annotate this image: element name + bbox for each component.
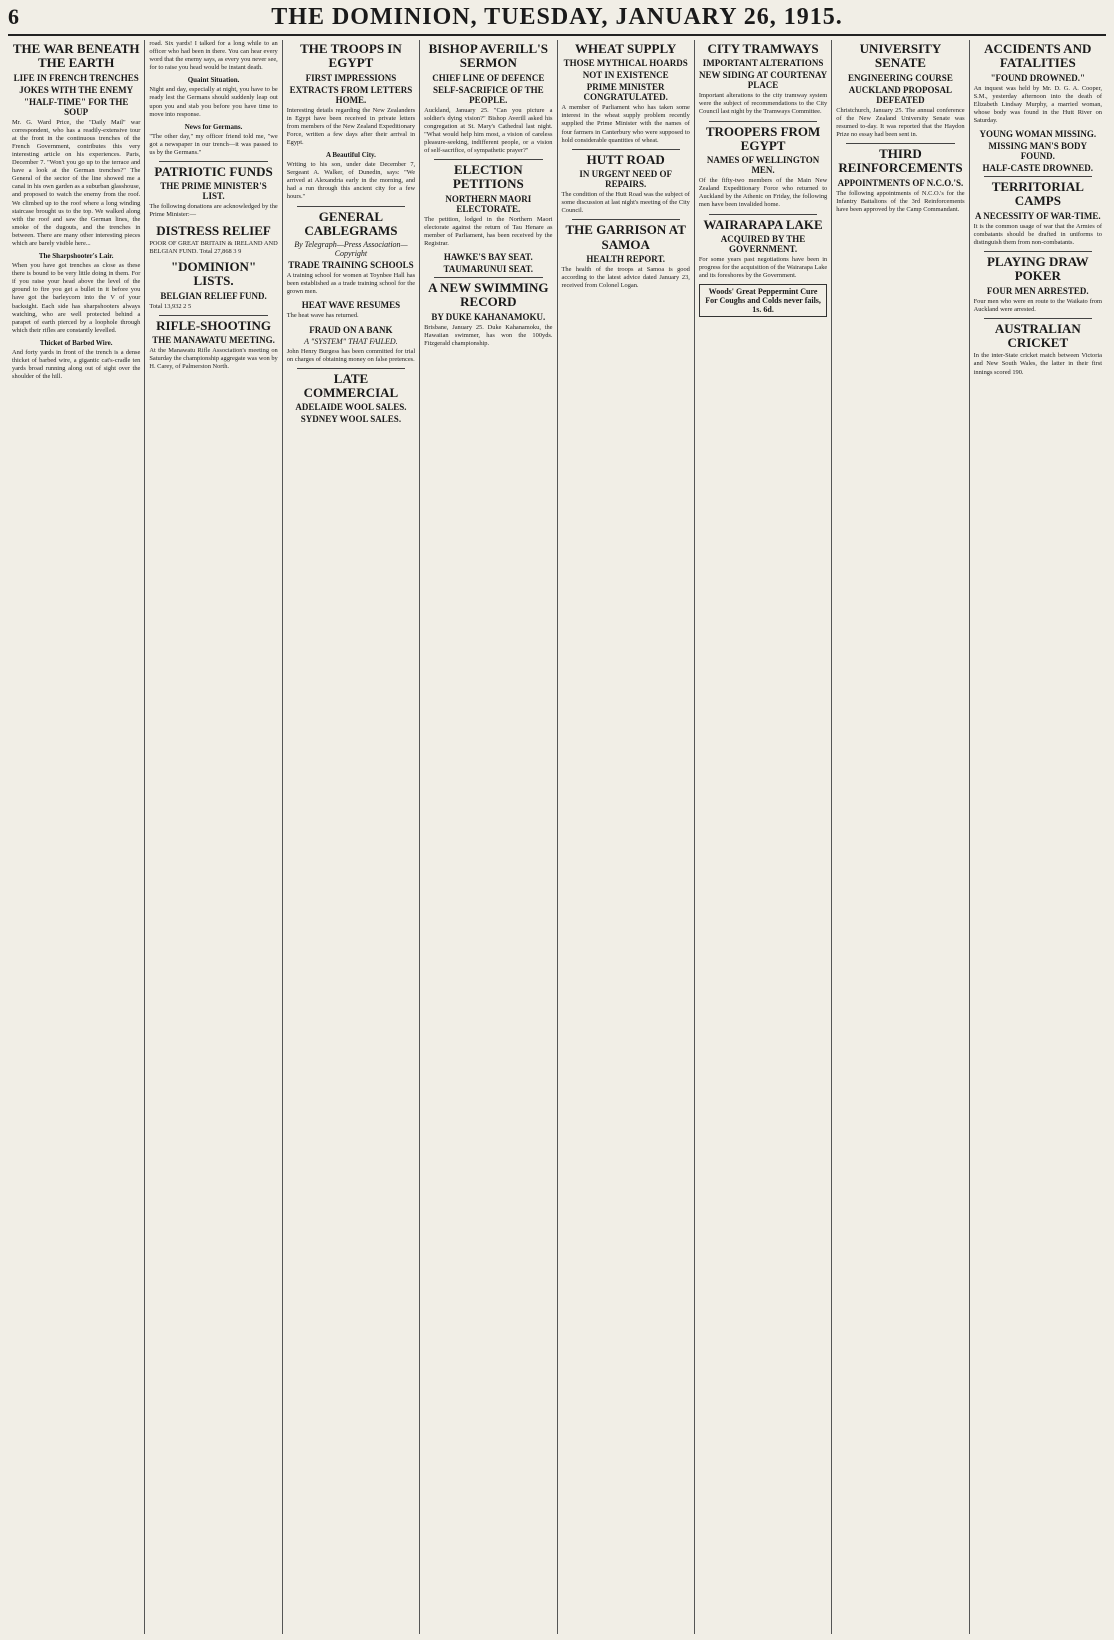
byline: By Telegraph—Press Association—Copyright (294, 240, 408, 259)
headline-distress: DISTRESS RELIEF (156, 222, 271, 238)
column-4 (420, 40, 557, 1634)
article-body: Important alterations to the city tramway system were the subject of recommendations to the City Council last night by the Tramways Committee. (698, 92, 828, 116)
subhead-life-trenches: LIFE IN FRENCH TRENCHES (13, 72, 139, 83)
page-title: THE DOMINION, TUESDAY, JANUARY 26, 1915. (271, 4, 843, 30)
subhead: A "SYSTEM" THAT FAILED. (304, 336, 398, 346)
headline-wheat: WHEAT SUPPLY (575, 41, 677, 56)
page-number: 6 (8, 4, 19, 29)
article-body: Night and day, especially at night, you have to be ready lest the Germans should suddenly leap out upon you and stab you before you have time to move into response. (149, 86, 278, 118)
advertisement: Woods' Great Peppermint Cure For Coughs and Colds never fails, 1s. 6d. (699, 284, 827, 317)
subhead: HEALTH REPORT. (586, 253, 666, 264)
article-body: Brisbane, January 25. Duke Kahanamoku, the Hawaiian swimmer, has won the 100yds. Fitzgerald championship. (424, 323, 553, 347)
article-body: In the inter-State cricket match between Victoria and New South Wales, the latter in their first innings scored 190. (973, 352, 1102, 376)
subhead: ENGINEERING COURSE (848, 72, 953, 83)
subhead: NAMES OF WELLINGTON MEN. (706, 155, 820, 176)
subhead: HALF-CASTE DROWNED. (982, 163, 1094, 174)
article-body: It is the common usage of war that the Armies of combatants should be drafted in uniforms to distinguish them from non-combatants. (973, 222, 1102, 246)
article-body: road. Six yards! I talked for a long while to an officer who had been in there. You can hear every word that the enemy says, as every you never see, for to raise you head would be instant death. (149, 40, 278, 72)
headline-dominion-lists: "DOMINION" LISTS. (170, 259, 257, 289)
article-body: At the Manawatu Rifle Association's meeting on Saturday the championship aggregate was won by H. Carey, of Palmerston North. (149, 346, 278, 371)
article-body: The following appointments of N.C.O.'s for the Infantry Battalions of the 3rd Reinforcements have been approved by the Camp Commandant. (836, 189, 965, 213)
article-body: POOR OF GREAT BRITAIN & IRELAND AND BELGIAN FUND. Total 27,868 3 9 (149, 239, 278, 255)
subhead: TRADE TRAINING SCHOOLS (288, 260, 414, 271)
subhead: BY DUKE KAHANAMOKU. (431, 311, 546, 322)
subhead: HEAT WAVE RESUMES (301, 300, 401, 311)
headline-territorial: TERRITORIAL CAMPS (991, 179, 1084, 209)
subhead-jokes: JOKES WITH THE ENEMY (19, 84, 134, 95)
subhead: BELGIAN RELIEF FUND. (160, 290, 267, 301)
column-7 (832, 40, 969, 1634)
subhead: NOT IN EXISTENCE (582, 70, 669, 81)
headline-hutt-road: HUTT ROAD (586, 151, 665, 167)
article-body: The petition, lodged in the Northern Maori electorate against the return of Tau Henare as member of Parliament, has been received by the Registrar. (424, 215, 553, 248)
headline-troopers: TROOPERS FROM EGYPT (705, 123, 821, 153)
column-3 (283, 40, 420, 1634)
side-head: A Beautiful City. (325, 151, 376, 160)
column-1 (8, 40, 145, 1634)
headline-cricket: AUSTRALIAN CRICKET (994, 320, 1081, 351)
subhead: ACQUIRED BY THE GOVERNMENT. (720, 233, 806, 254)
subhead: FRAUD ON A BANK (309, 324, 393, 335)
article-body: Total 13,932 2 5 (149, 302, 192, 310)
subhead: PRIME MINISTER CONGRATULATED. (583, 82, 668, 103)
subhead: A NECESSITY OF WAR-TIME. (974, 210, 1101, 221)
article-body: An inquest was held by Mr. D. G. A. Cooper, S.M., yesterday afternoon into the death of Elizabeth Lindsay Murphy, a married woman, whose body was found in the Hutt River on Saturday. (973, 84, 1102, 124)
article-body: And forty yards in front of the trench is a dense thicket of barbed wire, a gigantic cat's-cradle ten yards broad running along out of sight over the shoulder of the hill. (12, 348, 141, 381)
subhead: ADELAIDE WOOL SALES. (295, 402, 407, 413)
side-head: News for Germans. (184, 122, 243, 131)
subhead: FOUR MEN ARRESTED. (986, 285, 1089, 296)
subhead-half-time: "HALF-TIME" FOR THE SOUP (24, 96, 129, 117)
article-body: Christchurch, January 25. The annual conference of the New Zealand University Senate was resumed to-day. It was reported that the Haydon Prize no essay had been sent in. (836, 106, 965, 138)
article-body: The health of the troops at Samoa is good according to the latest advice dated January 23, received from Colonel Logan. (561, 265, 690, 290)
article-body: Of the fifty-two members of the Main New Zealand Expeditionary Force who returned to Auckland by the Athenic on Friday, the following men have been invalided home. (698, 177, 828, 209)
headline-bishop: BISHOP AVERILL'S SERMON (428, 41, 548, 71)
masthead (8, 4, 1106, 36)
article-body: Auckland, January 25. "Can you picture a soldier's dying vision?" Bishop Averill asked his congregation at St. Mary's Cathedral last night. "What would help him most, a vision of careless pleasure-seeking, indifferent people, or a vision of self-sacrifice, of sympathetic prayer?" (424, 106, 553, 155)
article-body: Mr. G. Ward Price, the "Daily Mail" war correspondent, who has a readily-extensive tour at the front in the continuous trenches of the French Government, contributes this very interesting article on his experiences. Paris, December 7. "Won't you go up to the terrace and have a look at the German trenches?" The General of the sector of the line showed me a canal in his own garden as a suburban glasshouse, and proposed to watch the enemy from the roof. We climbed up to the roof where a long winding staircase brought us to the top. We walked along with the roof and saw the German lines, the smoke of the dugouts, and the trenches in between. There are many other interesting pieces which are barely visible here... (12, 118, 141, 247)
article-body: The heat wave has returned. (286, 312, 359, 320)
subhead: AUCKLAND PROPOSAL DEFEATED (848, 84, 953, 105)
article-body: Four men who were en route to the Waikato from Auckland were arrested. (973, 297, 1102, 313)
headline-poker: PLAYING DRAW POKER (986, 253, 1089, 284)
headline-garrison: THE GARRISON AT SAMOA (565, 222, 686, 252)
column-2 (145, 40, 282, 1634)
headline-troops-egypt: THE TROOPS IN EGYPT (300, 41, 402, 71)
subhead: APPOINTMENTS OF N.C.O.'S. (837, 177, 964, 188)
article-body: Writing to his son, under date December 7, Sergeant A. Walker, of Dunedin, says: "We arrived at Alexandria early in the morning, and had a run through this ancient city for a few hours." (286, 161, 416, 201)
subhead: MISSING MAN'S BODY FOUND. (988, 141, 1088, 162)
side-head: Quaint Situation. (187, 76, 240, 85)
subhead: IMPORTANT ALTERATIONS (702, 58, 824, 69)
headline-cablegrams: GENERAL CABLEGRAMS (304, 208, 398, 238)
subhead: FIRST IMPRESSIONS (305, 72, 397, 83)
article-body: The condition of the Hutt Road was the subject of some discussion at last night's meeting of the City Council. (561, 191, 690, 215)
column-8 (970, 40, 1106, 1634)
subhead: HAWKE'S BAY SEAT. (443, 252, 533, 263)
subhead: IN URGENT NEED OF REPAIRS. (579, 169, 672, 190)
subhead: THOSE MYTHICAL HOARDS (563, 58, 688, 69)
subhead: SYDNEY WOOL SALES. (300, 414, 402, 425)
subhead: CHIEF LINE OF DEFENCE (432, 72, 545, 83)
article-body: "The other day," my officer friend told me, "we got a newspaper in our trench—it was passed to us by the Germans." (149, 132, 278, 156)
headline-war-beneath: THE WAR BENEATH THE EARTH (12, 41, 140, 71)
column-5 (558, 40, 695, 1634)
subhead: "FOUND DROWNED." (990, 72, 1086, 83)
subhead: THE MANAWATU MEETING. (152, 334, 275, 345)
subhead: SELF-SACRIFICE OF THE PEOPLE. (433, 84, 544, 105)
subhead: YOUNG WOMAN MISSING. (979, 129, 1097, 140)
headline-reinforcements: THIRD REINFORCEMENTS (838, 145, 963, 176)
article-body: A training school for women at Toynbee Hall has been established as a trade training school for the grown men. (286, 272, 416, 296)
article-body: The following donations are acknowledged by the Prime Minister:— (149, 203, 278, 219)
article-body: When you have got trenches as close as these there is bound to be very little doing in them. For if you raise your head above the level of the ground to fire you get a bullet in it before you have got the barleycorn into the V of your backsight. Each side has sharpshooters always watching, who are well protected behind a parapet of earth pierced by a loophole through which their rifles are constantly levelled. (12, 262, 141, 334)
headline-patriotic: PATRIOTIC FUNDS (154, 164, 273, 180)
headline-rifle: RIFLE-SHOOTING (156, 317, 271, 333)
headline-swimming: A NEW SWIMMING RECORD (428, 280, 549, 310)
article-body: A member of Parliament who has taken some interest in the wheat supply problem recently supplied the Prime Minister with the names of four farmers in Canterbury who were supposed to hold considerable quantities of wheat. (561, 104, 690, 144)
article-body: Interesting details regarding the New Zealanders in Egypt have been received in private letters from members of the New Zealand Expeditionary Force, written a few days after their arrival in Egypt. (286, 106, 416, 146)
headline-university: UNIVERSITY SENATE (859, 41, 942, 71)
subhead: TAUMARUNUI SEAT. (443, 264, 534, 275)
subhead: NEW SIDING AT COURTENAY PLACE (698, 70, 828, 91)
subhead: THE PRIME MINISTER'S LIST. (160, 181, 267, 202)
subhead: NORTHERN MAORI ELECTORATE. (445, 193, 532, 214)
headline-wairarapa: WAIRARAPA LAKE (703, 216, 823, 232)
headline-late-commercial: LATE COMMERCIAL (303, 370, 399, 400)
headline-accidents: ACCIDENTS AND FATALITIES (984, 41, 1092, 71)
headline-election: ELECTION PETITIONS (452, 162, 524, 192)
side-head: The Sharpshooter's Lair. (38, 252, 114, 261)
subhead: EXTRACTS FROM LETTERS HOME. (289, 84, 413, 105)
article-body: John Henry Burgess has been committed for trial on charges of obtaining money on false pretences. (286, 347, 416, 363)
side-head: Thicket of Barbed Wire. (39, 338, 113, 347)
article-body: For some years past negotiations have been in progress for the acquisition of the Wairarapa Lake and its foreshores by the Government. (698, 255, 828, 280)
column-6 (695, 40, 832, 1634)
headline-tramways: CITY TRAMWAYS (707, 41, 819, 56)
